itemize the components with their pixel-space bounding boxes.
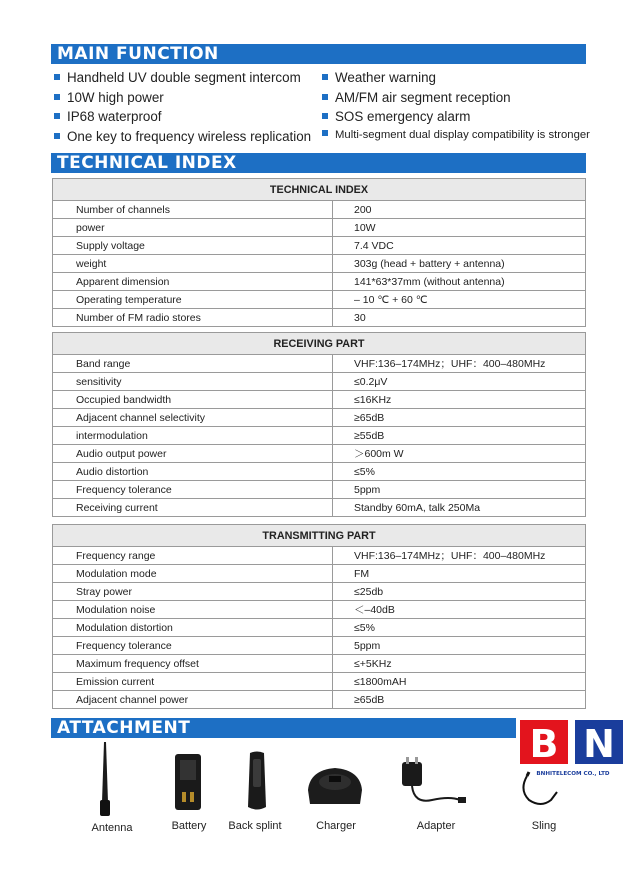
bullet-icon (54, 133, 60, 139)
spec-name: Emission current (53, 673, 333, 691)
table-row (53, 499, 586, 517)
spec-value: 5ppm (333, 481, 586, 499)
spec-value: 30 (333, 309, 586, 327)
technical-index-title: TECHNICAL INDEX (57, 153, 237, 173)
bullet-icon (322, 94, 328, 100)
spec-value: ＞600m W (333, 445, 586, 463)
spec-value: 10W (333, 219, 586, 237)
adapter-image (396, 756, 472, 810)
spec-value: ≤25db (333, 583, 586, 601)
attachment-label: Back splint (228, 820, 282, 832)
spec-name: Occupied bandwidth (53, 391, 333, 409)
spec-value: 200 (333, 201, 586, 219)
spec-name: Frequency tolerance (53, 481, 333, 499)
table-row (53, 355, 586, 373)
table-row (53, 309, 586, 327)
spec-name: power (53, 219, 333, 237)
table-row (53, 547, 586, 565)
spec-value: VHF:136–174MHz；UHF：400–480MHz (333, 355, 586, 373)
table-row (53, 291, 586, 309)
logo-letter-b: B (529, 722, 559, 766)
spec-value: 303g (head + battery + antenna) (333, 255, 586, 273)
battery-image (172, 752, 204, 814)
spec-name: Frequency tolerance (53, 637, 333, 655)
table-header: TECHNICAL INDEX (53, 179, 586, 201)
table-row (53, 255, 586, 273)
spec-name: Maximum frequency offset (53, 655, 333, 673)
spec-name: intermodulation (53, 427, 333, 445)
attachment-label: Charger (316, 820, 356, 832)
spec-name: Stray power (53, 583, 333, 601)
spec-name: Modulation noise (53, 601, 333, 619)
back-splint-image (244, 751, 270, 813)
spec-name: Operating temperature (53, 291, 333, 309)
spec-name: Band range (53, 355, 333, 373)
spec-name: Frequency range (53, 547, 333, 565)
spec-name: Audio distortion (53, 463, 333, 481)
spec-value: ＜–40dB (333, 601, 586, 619)
bullet-icon (54, 94, 60, 100)
spec-value: Standby 60mA, talk 250Ma (333, 499, 586, 517)
spec-value: ≤5% (333, 619, 586, 637)
spec-value: FM (333, 565, 586, 583)
feature-item: Handheld UV double segment intercom (54, 70, 301, 85)
technical-index-table (52, 178, 586, 327)
bullet-icon (54, 74, 60, 80)
feature-item: Weather warning (322, 70, 436, 85)
feature-item: AM/FM air segment reception (322, 90, 511, 105)
spec-value: ≤1800mAH (333, 673, 586, 691)
spec-name: Supply voltage (53, 237, 333, 255)
spec-value: 5ppm (333, 637, 586, 655)
feature-item: One key to frequency wireless replication (54, 129, 311, 144)
spec-name: Modulation distortion (53, 619, 333, 637)
spec-value: ≥55dB (333, 427, 586, 445)
table-row (53, 655, 586, 673)
attachment-title: ATTACHMENT (57, 718, 191, 738)
feature-item: IP68 waterproof (54, 109, 162, 124)
spec-value: ≤5% (333, 463, 586, 481)
spec-name: weight (53, 255, 333, 273)
bullet-icon (54, 113, 60, 119)
spec-name: Adjacent channel power (53, 691, 333, 709)
table-row (53, 601, 586, 619)
spec-value: 141*63*37mm (without antenna) (333, 273, 586, 291)
feature-item: Multi-segment dual display compatibility is stronger (322, 129, 590, 141)
spec-value: ≤0.2μV (333, 373, 586, 391)
charger-image (304, 762, 366, 810)
main-function-title: MAIN FUNCTION (57, 44, 219, 64)
attachment-label: Adapter (416, 820, 456, 832)
transmitting-part-table (52, 524, 586, 709)
table-row (53, 583, 586, 601)
table-row (53, 237, 586, 255)
spec-name: Number of channels (53, 201, 333, 219)
table-row (53, 673, 586, 691)
main-function-bar (51, 44, 586, 64)
table-row (53, 463, 586, 481)
antenna-image (95, 740, 115, 818)
spec-name: Apparent dimension (53, 273, 333, 291)
feature-item: SOS emergency alarm (322, 109, 470, 124)
spec-name: sensitivity (53, 373, 333, 391)
attachment-bar (51, 718, 516, 738)
sling-image (519, 770, 563, 810)
attachment-label: Antenna (91, 822, 133, 834)
spec-name: Modulation mode (53, 565, 333, 583)
table-row (53, 427, 586, 445)
spec-value: VHF:136–174MHz；UHF：400–480MHz (333, 547, 586, 565)
spec-name: Number of FM radio stores (53, 309, 333, 327)
bullet-icon (322, 113, 328, 119)
spec-name: Receiving current (53, 499, 333, 517)
attachment-label: Sling (531, 820, 557, 832)
table-row (53, 619, 586, 637)
table-row (53, 637, 586, 655)
table-row (53, 409, 586, 427)
spec-name: Adjacent channel selectivity (53, 409, 333, 427)
table-header: TRANSMITTING PART (53, 525, 586, 547)
table-row (53, 373, 586, 391)
table-row (53, 481, 586, 499)
receiving-part-table (52, 332, 586, 517)
table-row (53, 273, 586, 291)
table-row (53, 201, 586, 219)
feature-item: 10W high power (54, 90, 164, 105)
logo-company-name: BNHITELECOM CO., LTD (536, 771, 610, 777)
bullet-icon (322, 74, 328, 80)
technical-index-bar (51, 153, 586, 173)
table-row (53, 691, 586, 709)
spec-value: – 10 ℃ + 60 ℃ (333, 291, 586, 309)
spec-value: ≤+5KHz (333, 655, 586, 673)
company-logo (517, 718, 630, 778)
spec-value: ≥65dB (333, 409, 586, 427)
spec-value: ≥65dB (333, 691, 586, 709)
spec-value: ≤16KHz (333, 391, 586, 409)
table-header: RECEIVING PART (53, 333, 586, 355)
spec-name: Audio output power (53, 445, 333, 463)
table-row (53, 565, 586, 583)
attachment-label: Battery (171, 820, 207, 832)
table-row (53, 445, 586, 463)
table-row (53, 391, 586, 409)
logo-letter-n: N (583, 722, 615, 766)
bullet-icon (322, 130, 328, 136)
table-row (53, 219, 586, 237)
spec-value: 7.4 VDC (333, 237, 586, 255)
